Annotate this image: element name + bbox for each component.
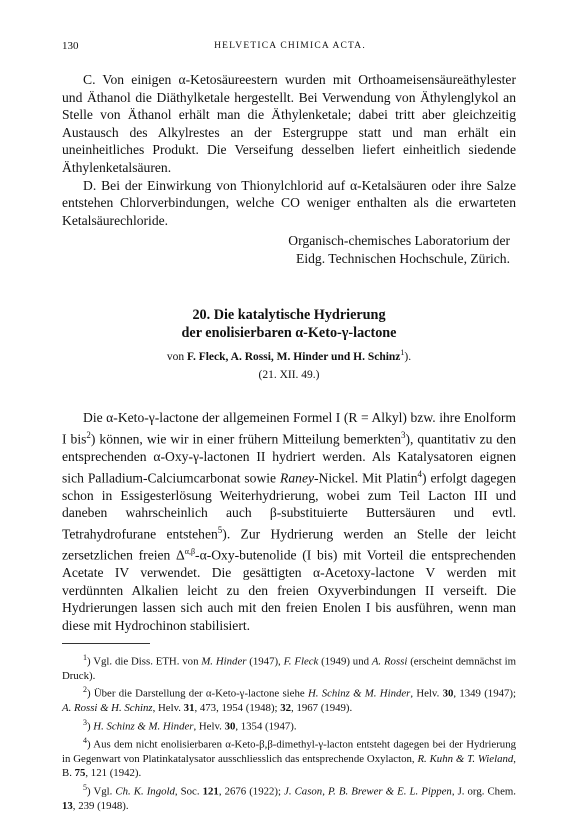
footnote-volume: 121 [202,785,219,798]
journal-title: HELVETICA CHIMICA ACTA. [214,41,366,51]
abstract-text-2: ) können, wie wir in einer frühern Mitteilung bemerkten [90,431,402,447]
section-d-paragraph: D. Bei der Einwirkung von Thionylchlorid auf α-Ketalsäuren oder ihre Salze entstehen Chlorverbindungen, welche CO weniger enthalten als die erwarteten Ketalsäurechloride. [62,177,516,228]
footnote-ref-3: 3 [401,429,406,440]
footnote-author: F. Fleck [283,655,319,668]
footnote-run: , Helv. [193,720,225,733]
footnote [62,683,516,716]
footnote-author: H. Schinz & M. Hinder [307,687,411,700]
footnote-run: , 239 (1948). [72,800,129,813]
footnote-run: , 1349 (1947); [453,687,516,700]
authors-footnote-ref: 1 [400,347,405,357]
footnote-text [62,688,516,715]
footnote-run: , J. org. Chem. [451,785,516,798]
authors-names: F. Fleck, A. Rossi, M. Hinder und H. Schinz [186,350,401,363]
footnotes [62,651,516,814]
delta-superscript: α,β [184,547,196,557]
raney-name: Raney [280,470,315,486]
footnote-mark: 3 [83,717,87,727]
footnote-author: A. Rossi [371,655,408,668]
footnote-volume: 30 [224,720,236,733]
page-number: 130 [62,40,79,52]
footnote-ref-4: 4 [417,468,422,479]
footnote-volume: 13 [62,800,73,813]
footnote-run: , 473, 1954 (1948); [194,702,281,715]
footnote-run: , Helv. [410,687,443,700]
footnote-author: Ch. K. Ingold [115,785,175,798]
authors-prefix: von [166,350,185,363]
footnote-ref-5: 5 [217,524,223,535]
page-body [62,71,516,814]
received-date: (21. XII. 49.) [258,369,320,382]
footnote [62,716,516,734]
article-title-line-1: 20. Die katalytische Hydrierung [192,306,386,323]
affiliation-line-2: Eidg. Technischen Hochschule, Zürich. [296,250,510,266]
article-title-line-2: der enolisierbaren α-Keto-γ-lactone [181,324,397,341]
abstract-text-5: ) erfolgt dagegen schon in Essigesterlösung Weiterhydrierung, wobei zum Teil Lacton III und daneben wahrscheinlich auch β-substituierte Buttersäuren und evtl. Tetrahydrofurane entstehen [62,470,516,542]
footnote-run: , B. [62,752,516,780]
footnote-run: ) Vgl. [87,785,116,798]
abstract-text-3: ), quantitativ zu den entsprechenden α-Oxy-γ-lactonen II hydriert werden. Als Katalysatoren eignen sich Palladium-Calciumcarbonat sowie [62,431,517,486]
footnote-run: ) Über die Darstellung der α-Keto-γ-lactone siehe [87,687,308,700]
footnote-run: (1947), [246,655,284,668]
footnote-run: (erscheint demnächst im Druck). [62,655,517,682]
footnote-ref-2: 2 [86,429,91,440]
footnote-text [87,720,297,732]
footnote-run: , Soc. [174,785,203,798]
footnote-volume: 32 [280,702,292,715]
footnote-volume: 31 [183,702,195,715]
article-title [62,306,516,342]
footnote-mark: 1 [83,652,87,662]
affiliation [62,232,516,267]
footnote-run: ) Vgl. die Diss. ETH. von [87,655,202,668]
section-c-paragraph: C. Von einigen α-Ketosäureestern wurden mit Orthoameisensäureäthylester und Äthanol die Diäthylketale hergestellt. Bei Verwendung von Äthylenglykol an Stelle von Äthanol erhält man die Äthylenketale; dabei tritt aber gleichzeitig Austausch des Alkylrestes an der Estergruppe statt und man erhält ein uneinheitliches Produkt. Die Verseifung desselben liefert einheitlich siedende Äthylenketalsäuren. [62,72,516,175]
abstract-text-7: -α-Oxy-butenolide (I bis) mit Vorteil die entsprechenden Acetate IV verwendet. Die gesättigten α-Acetoxy-lactone V werden mit verdünnten Alkalien leicht zu den freien Oxyverbindungen II verseift. Die Hydrierungen lassen sich auch mit den freien Enolen I bis ausführen, wenn man diese mit Hydrochinon stabilisiert. [62,547,516,634]
abstract-paragraph [62,409,516,634]
footnote [62,734,516,781]
affiliation-line-1: Organisch-chemisches Laboratorium der [288,233,510,249]
footnote-run: , 2676 (1922); [218,785,285,798]
footnote-mark: 2 [83,685,87,695]
footnote-run: , Helv. [152,702,184,715]
footnote-mark: 5 [83,782,87,792]
abstract-text-6: ). Zur Hydrierung werden an Stelle der leicht zersetzlichen freien Δ [62,526,516,563]
footnote [62,651,516,684]
footnote-author: J. Cason, P. B. Brewer & E. L. Pippen [284,785,452,798]
footnote [62,781,516,814]
footnote-text [62,735,516,780]
footnote-author: A. Rossi & H. Schinz [62,702,153,715]
footnote-divider [62,643,150,644]
footnote-run: ) Aus dem nicht enolisierbaren α-Keto-β,β-dimethyl-γ-lacton entsteht dagegen bei der Hydrierung in Gegenwart von Platinkatalysator ausschliesslich das entsprechende Oxylacton, [62,738,516,765]
running-header [62,40,518,56]
footnote-run: , 1354 (1947). [235,720,297,733]
footnote-text [62,786,516,813]
abstract-text-1: Die α-Keto-γ-lactone der allgemeinen Formel I (R = Alkyl) bzw. ihre Enolform I bis [62,410,516,447]
footnote-volume: 75 [74,767,86,780]
footnote-run: ) [87,720,94,733]
footnote-volume: 30 [442,687,454,700]
footnote-run: , 121 (1942). [85,767,142,780]
footnote-run: , 1967 (1949). [291,702,353,715]
footnote-mark: 4 [83,735,87,745]
abstract-text-4: -Nickel. Mit Platin [314,470,418,486]
authors: von F. Fleck, A. Rossi, M. Hinder und H. Schinz$^1$). [166,347,412,363]
footnote-author: R. Kuhn & T. Wieland [417,752,514,765]
footnote-text [62,652,517,682]
footnote-run: (1949) und [318,655,372,668]
footnote-author: H. Schinz & M. Hinder [93,720,194,733]
footnote-author: M. Hinder [201,655,247,668]
